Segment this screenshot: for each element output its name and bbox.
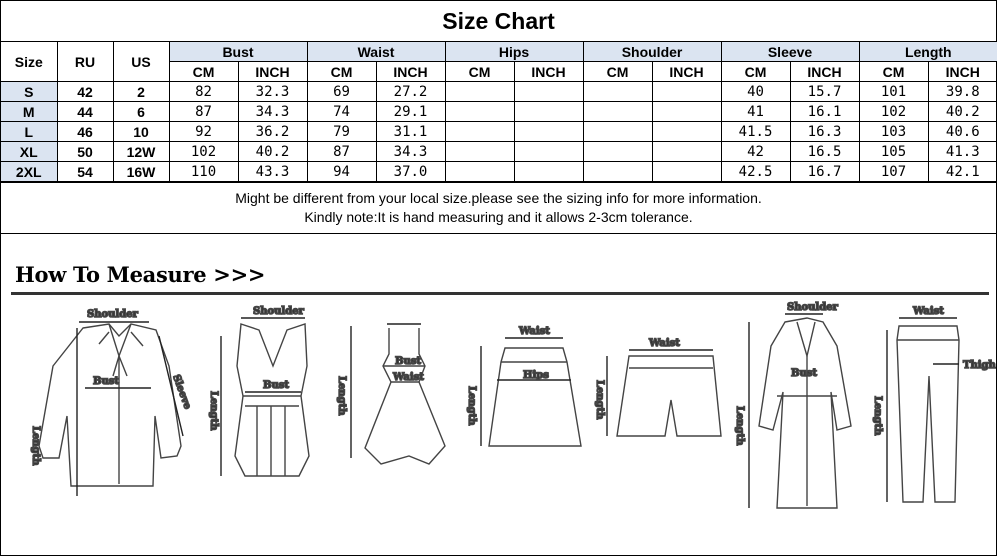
pants-illustration (887, 318, 959, 502)
cell-us: 12W (113, 142, 169, 162)
cell-hips-cm (445, 102, 514, 122)
label-bust: Bust (395, 356, 421, 367)
cell-size: L (1, 122, 57, 142)
cell-waist-cm: 87 (307, 142, 376, 162)
cell-ru: 46 (57, 122, 113, 142)
cell-ru: 44 (57, 102, 113, 122)
header-sleeve: Sleeve (721, 42, 859, 62)
cell-waist-in: 37.0 (376, 162, 445, 182)
tank-top-illustration (221, 318, 309, 476)
cell-shoulder-in (652, 102, 721, 122)
cell-length-in: 40.6 (928, 122, 997, 142)
table-header-row (1, 42, 997, 62)
cell-bust-in: 43.3 (238, 162, 307, 182)
label-length: Length (872, 396, 883, 436)
cell-bust-cm: 102 (169, 142, 238, 162)
label-waist: Waist (913, 306, 944, 317)
cell-sleeve-in: 16.3 (790, 122, 859, 142)
cell-sleeve-cm: 40 (721, 82, 790, 102)
cell-length-cm: 103 (859, 122, 928, 142)
subheader-cm: CM (721, 62, 790, 82)
label-shoulder: Shoulder (253, 306, 304, 317)
cell-waist-cm: 74 (307, 102, 376, 122)
cell-sleeve-in: 15.7 (790, 82, 859, 102)
label-thigh: Thigh (963, 360, 996, 371)
cell-bust-cm: 87 (169, 102, 238, 122)
cell-length-cm: 101 (859, 82, 928, 102)
cell-bust-cm: 110 (169, 162, 238, 182)
cell-shoulder-cm (583, 82, 652, 102)
label-waist: Waist (649, 338, 680, 349)
subheader-cm: CM (445, 62, 514, 82)
heading-rule (11, 292, 989, 295)
cell-hips-in (514, 162, 583, 182)
cell-bust-cm: 92 (169, 122, 238, 142)
table-row (1, 162, 997, 182)
label-waist: Waist (393, 372, 424, 383)
cell-sleeve-in: 16.7 (790, 162, 859, 182)
garment-illustrations (1, 296, 996, 546)
subheader-inch: INCH (514, 62, 583, 82)
dress-illustration (351, 324, 445, 464)
cell-sleeve-in: 16.5 (790, 142, 859, 162)
cell-shoulder-in (652, 82, 721, 102)
cell-sleeve-in: 16.1 (790, 102, 859, 122)
cell-bust-in: 32.3 (238, 82, 307, 102)
cell-hips-in (514, 82, 583, 102)
label-length: Length (30, 426, 41, 466)
header-waist: Waist (307, 42, 445, 62)
subheader-cm: CM (169, 62, 238, 82)
subheader-inch: INCH (652, 62, 721, 82)
cell-waist-cm: 79 (307, 122, 376, 142)
cell-bust-in: 34.3 (238, 102, 307, 122)
cell-size: M (1, 102, 57, 122)
table-body (1, 82, 997, 182)
cell-shoulder-cm (583, 162, 652, 182)
label-shoulder: Shoulder (87, 309, 138, 320)
cell-length-cm: 105 (859, 142, 928, 162)
cell-us: 10 (113, 122, 169, 142)
subheader-inch: INCH (928, 62, 997, 82)
cell-shoulder-in (652, 142, 721, 162)
header-shoulder: Shoulder (583, 42, 721, 62)
notes (1, 182, 996, 234)
cell-waist-in: 31.1 (376, 122, 445, 142)
label-bust: Bust (93, 376, 119, 387)
cell-us: 16W (113, 162, 169, 182)
label-sleeve: Sleeve (170, 373, 193, 411)
table-row (1, 102, 997, 122)
cell-hips-in (514, 122, 583, 142)
skirt-illustration (481, 338, 581, 446)
label-length: Length (734, 406, 745, 446)
cell-size: S (1, 82, 57, 102)
label-bust: Bust (791, 368, 817, 379)
how-to-measure-heading: How To Measure >>> (15, 262, 266, 287)
table-row (1, 142, 997, 162)
subheader-inch: INCH (790, 62, 859, 82)
label-length: Length (208, 391, 219, 431)
subheader-cm: CM (859, 62, 928, 82)
cell-length-in: 42.1 (928, 162, 997, 182)
cell-shoulder-in (652, 162, 721, 182)
blouse-illustration (39, 322, 183, 496)
cell-hips-cm (445, 142, 514, 162)
cell-length-cm: 107 (859, 162, 928, 182)
header-ru: RU (57, 42, 113, 82)
label-length: Length (336, 376, 347, 416)
cell-hips-cm (445, 122, 514, 142)
cell-ru: 54 (57, 162, 113, 182)
label-length: Length (466, 386, 477, 426)
cell-ru: 50 (57, 142, 113, 162)
shorts-illustration (607, 350, 721, 436)
cell-sleeve-cm: 41 (721, 102, 790, 122)
how-to-measure-section (1, 234, 996, 552)
cell-waist-in: 34.3 (376, 142, 445, 162)
note-line: Kindly note:It is hand measuring and it allows 2-3cm tolerance. (304, 209, 693, 225)
table-row (1, 82, 997, 102)
cell-shoulder-cm (583, 102, 652, 122)
label-shoulder: Shoulder (787, 302, 838, 313)
cell-bust-in: 40.2 (238, 142, 307, 162)
coat-illustration (749, 314, 851, 508)
cell-shoulder-cm (583, 142, 652, 162)
cell-shoulder-in (652, 122, 721, 142)
header-length: Length (859, 42, 997, 62)
page-title: Size Chart (1, 1, 996, 42)
cell-us: 2 (113, 82, 169, 102)
cell-size: 2XL (1, 162, 57, 182)
cell-bust-in: 36.2 (238, 122, 307, 142)
header-hips: Hips (445, 42, 583, 62)
cell-waist-cm: 69 (307, 82, 376, 102)
cell-waist-in: 29.1 (376, 102, 445, 122)
header-size: Size (1, 42, 57, 82)
table-row (1, 122, 997, 142)
note-line: Might be different from your local size.please see the sizing info for more information. (235, 190, 762, 206)
cell-waist-cm: 94 (307, 162, 376, 182)
cell-hips-in (514, 142, 583, 162)
cell-sleeve-cm: 42.5 (721, 162, 790, 182)
cell-length-in: 39.8 (928, 82, 997, 102)
cell-hips-cm (445, 82, 514, 102)
label-hips: Hips (523, 370, 549, 381)
label-waist: Waist (519, 326, 550, 337)
cell-ru: 42 (57, 82, 113, 102)
header-us: US (113, 42, 169, 82)
cell-sleeve-cm: 42 (721, 142, 790, 162)
cell-bust-cm: 82 (169, 82, 238, 102)
size-table (1, 42, 997, 182)
subheader-inch: INCH (238, 62, 307, 82)
subheader-cm: CM (583, 62, 652, 82)
cell-length-in: 41.3 (928, 142, 997, 162)
cell-hips-cm (445, 162, 514, 182)
cell-size: XL (1, 142, 57, 162)
subheader-inch: INCH (376, 62, 445, 82)
header-bust: Bust (169, 42, 307, 62)
cell-waist-in: 27.2 (376, 82, 445, 102)
cell-shoulder-cm (583, 122, 652, 142)
subheader-cm: CM (307, 62, 376, 82)
label-bust: Bust (263, 380, 289, 391)
cell-length-cm: 102 (859, 102, 928, 122)
cell-length-in: 40.2 (928, 102, 997, 122)
cell-hips-in (514, 102, 583, 122)
label-length: Length (594, 380, 605, 420)
cell-us: 6 (113, 102, 169, 122)
cell-sleeve-cm: 41.5 (721, 122, 790, 142)
